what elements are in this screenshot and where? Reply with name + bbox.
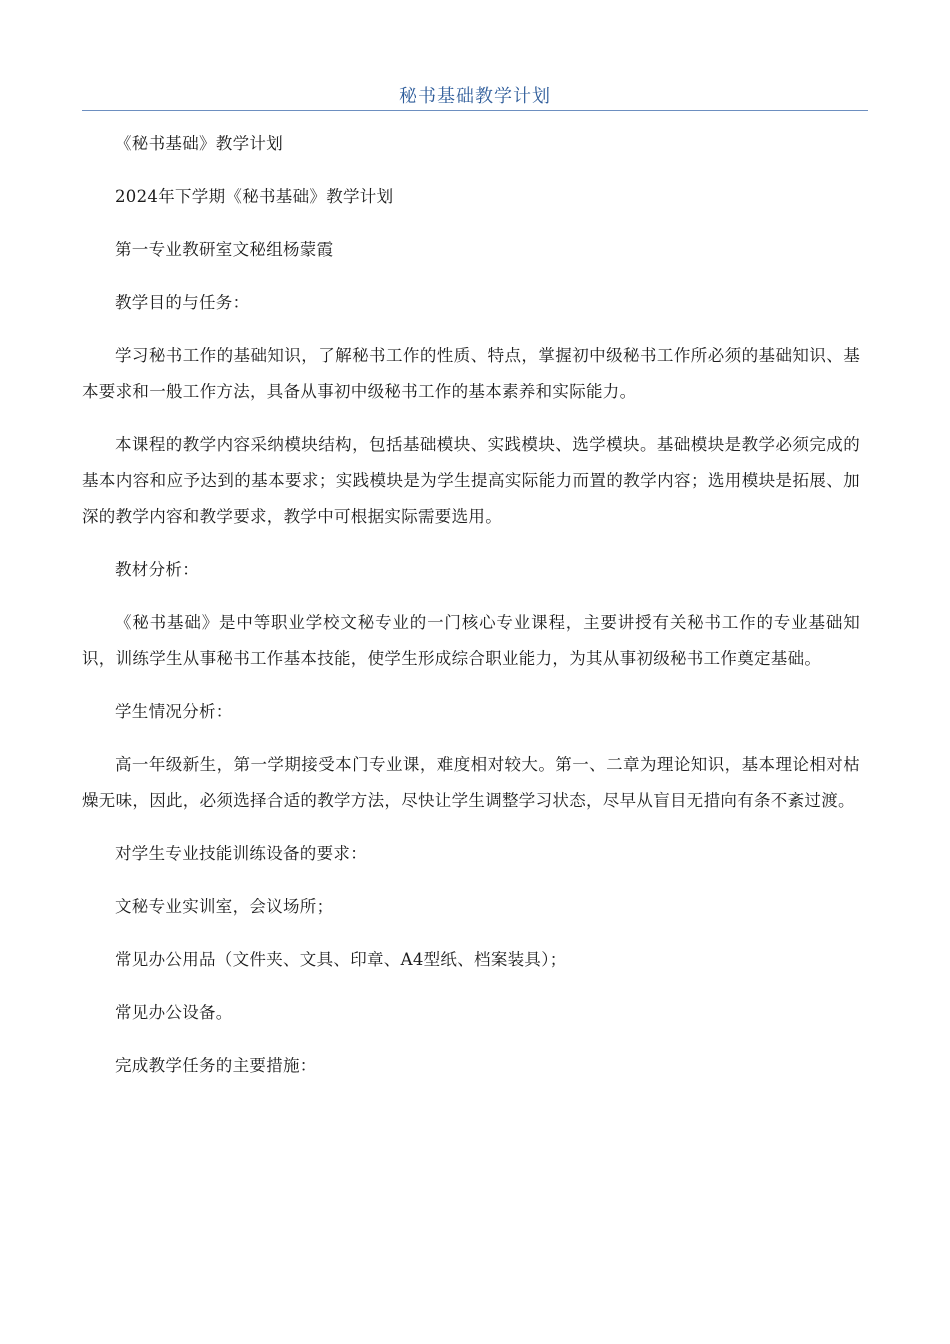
paragraph-semester-title: 2024年下学期《秘书基础》教学计划 xyxy=(115,187,394,206)
heading-textbook-analysis: 教材分析： xyxy=(115,560,199,579)
document-body xyxy=(82,126,860,1101)
heading-teaching-goals: 教学目的与任务： xyxy=(115,293,250,312)
heading-student-analysis: 学生情况分析： xyxy=(115,702,233,721)
page-header xyxy=(82,80,868,111)
heading-main-measures: 完成教学任务的主要措施： xyxy=(115,1056,317,1075)
list-item-office-supplies: 常见办公用品（文件夹、文具、印章、A4型纸、档案装具）； xyxy=(115,950,567,969)
paragraph-textbook-analysis: 《秘书基础》是中等职业学校文秘专业的一门核心专业课程，主要讲授有关秘书工作的专业基础知识，训练学生从事秘书工作基本技能，使学生形成综合职业能力，为其从事初级秘书工作奠定基础。 xyxy=(82,613,860,668)
paragraph-teaching-goals: 学习秘书工作的基础知识，了解秘书工作的性质、特点，掌握初中级秘书工作所必须的基础知识、基本要求和一般工作方法，具备从事初中级秘书工作的基本素养和实际能力。 xyxy=(82,346,860,401)
paragraph-plan-title: 《秘书基础》教学计划 xyxy=(115,134,283,153)
list-item-office-equipment: 常见办公设备。 xyxy=(115,1003,233,1022)
paragraph-student-analysis: 高一年级新生，第一学期接受本门专业课，难度相对较大。第一、二章为理论知识，基本理论相对枯燥无味，因此，必须选择合适的教学方法，尽快让学生调整学习状态，尽早从盲目无措向有条不紊过渡。 xyxy=(82,755,860,810)
header-title: 秘书基础教学计划 xyxy=(399,86,551,107)
paragraph-author: 第一专业教研室文秘组杨蒙霞 xyxy=(115,240,334,259)
list-item-training-room: 文秘专业实训室，会议场所； xyxy=(115,897,334,916)
heading-equipment-requirements: 对学生专业技能训练设备的要求： xyxy=(115,844,367,863)
paragraph-course-modules: 本课程的教学内容采纳模块结构，包括基础模块、实践模块、选学模块。基础模块是教学必须完成的基本内容和应予达到的基本要求；实践模块是为学生提高实际能力而置的教学内容；选用模块是拓展、加深的教学内容和教学要求，教学中可根据实际需要选用。 xyxy=(82,435,860,526)
